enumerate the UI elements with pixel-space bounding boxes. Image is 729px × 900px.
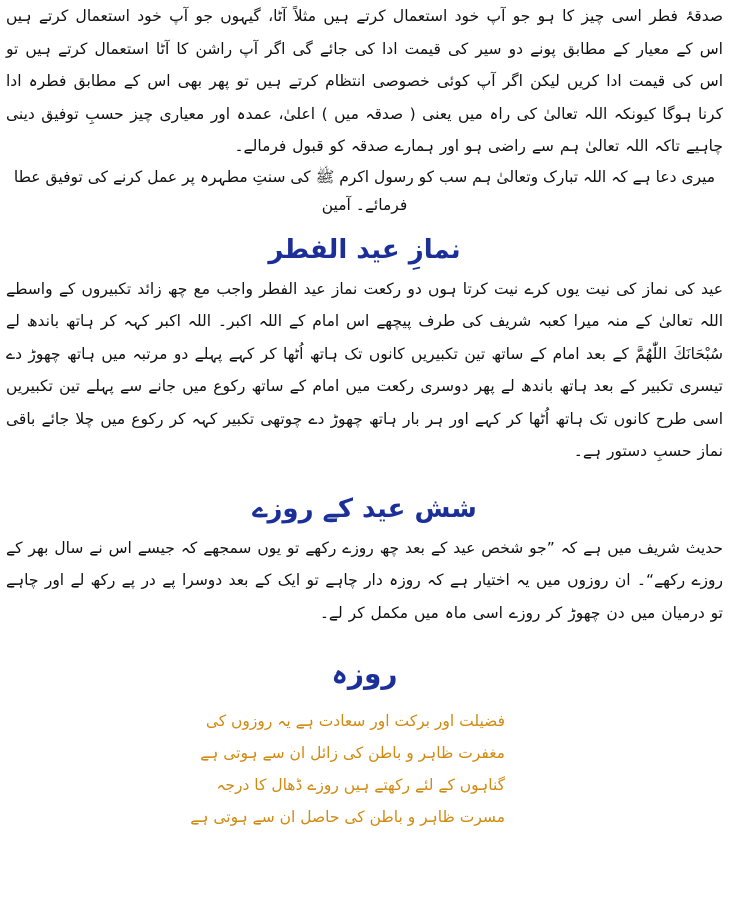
poem-line: فضیلت اور برکت اور سعادت ہے یہ روزوں کی	[205, 712, 505, 730]
poem-line: مسرت ظاہر و باطن کی حاصل ان سے ہوتی ہے	[190, 808, 505, 826]
shash-eid-paragraph: حدیث شریف میں ہے کہ ”جو شخص عید کے بعد چھ روزے رکھے تو یوں سمجھے کہ جیسے اس نے سال بھر کے روزے رکھے“۔ ان روزوں میں یہ اختیار ہے کہ روزہ دار چاہے تو ایک کے بعد دوسرا پے در پے رکھ لے اور چاہے تو درمیان میں دن چھوڑ کر روزے اسی ماہ میں مکمل کر لے۔	[6, 538, 723, 622]
poem-line: مغفرت ظاہر و باطن کی زائل ان سے ہوتی ہے	[200, 744, 505, 762]
heading-shash-eid: شش عید کے روزے	[252, 493, 477, 524]
eid-prayer-paragraph: عید کی نماز کی نیت یوں کرے نیت کرتا ہوں دو رکعت نماز عید الفطر واجب مع چھ زائد تکبیروں کے واسطے اللہ تعالیٰ کے منہ میرا کعبہ شریف کی طرف پیچھے اس امام کے اللہ اکبر۔ اللہ اکبر کہہ کر ہاتھ باندھ لے سُبْحَانَكَ اللّٰهُمَّ کے بعد امام کے ساتھ تین تکبیریں کانوں تک ہاتھ اُٹھا کر کہے پہلے دو مرتبہ میں ہاتھ چھوڑ دے تیسری تکبیر کے بعد ہاتھ باندھ لے پھر دوسری رکعت میں امام کے ساتھ رکوع میں جانے سے پہلے تین تکبیریں اسی طرح کانوں تک ہاتھ اُٹھا کر کہے اور ہر بار ہاتھ چھوڑ دے چوتھی تکبیر کہہ کر رکوع میں چلا جائے باقی نماز حسبِ دستور ہے۔	[6, 279, 723, 460]
roza-poem	[6, 705, 723, 833]
sadqa-fitr-paragraph: صدقۂ فطر اسی چیز کا ہو جو آپ خود استعمال کرتے ہیں مثلاً آٹا، گیہوں جو آپ خود استعمال کرتے ہیں اس کے معیار کے مطابق پونے دو سیر کی قیمت ادا کی جائے گی اگر آپ راشن کا آٹا استعمال کرتے ہیں تو اس کی قیمت ادا کریں لیکن اگر آپ کوئی خصوصی انتظام کرتے ہیں تو پھر بھی اس کے مطابق فطرہ ادا کرنا ہوگا کیونکہ اللہ تعالیٰ کی راہ میں یعنی ( صدقہ میں ) اعلیٰ، عمدہ اور معیاری چیز حسبِ توفیق دینی چاہیے تاکہ اللہ تعالیٰ ہم سے راضی ہو اور ہمارے صدقہ کو قبول فرمالے۔	[6, 7, 723, 155]
heading-namaz-eid: نمازِ عید الفطر	[268, 234, 461, 265]
heading-roza: روزہ	[331, 657, 398, 690]
poem-line: گناہوں کے لئے رکھتے ہیں روزے ڈھال کا درجہ	[216, 776, 505, 794]
prayer-line: میری دعا ہے کہ اللہ تبارک وتعالیٰ ہم سب کو رسول اکرم ﷺ کی سنتِ مطہرہ پر عمل کرنے کی توفیق عطا فرمائے۔ آمین	[13, 167, 716, 214]
